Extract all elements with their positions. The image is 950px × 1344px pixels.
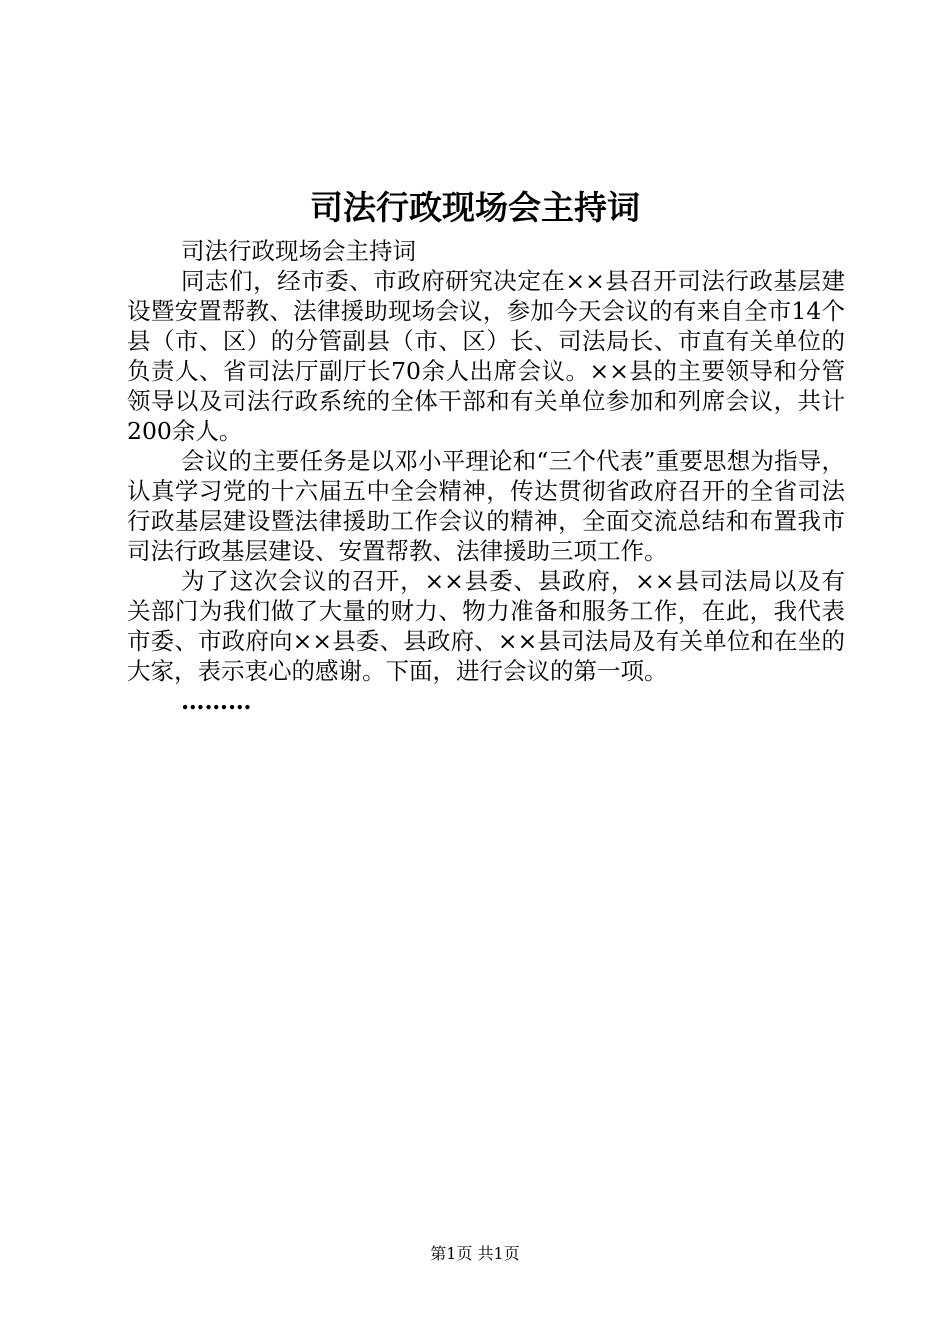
paragraph-subtitle: 司法行政现场会主持词: [181, 237, 416, 265]
paragraph-main-task: 会议的主要任务是以邓小平理论和“三个代表”重要思想为指导，认真学习党的十六届五中全会精神，传达贯彻省政府召开的全省司法行政基层建设暨法律援助工作会议的精神，全面交流总结和布置我市司法行政基层建设、安置帮教、法律援助三项工作。: [127, 447, 845, 565]
document-body: [127, 236, 845, 716]
document-title: 司法行政现场会主持词: [310, 188, 640, 227]
page-footer: 第1页 共1页: [430, 1244, 520, 1263]
paragraph-thanks: 为了这次会议的召开，××县委、县政府，××县司法局以及有关部门为我们做了大量的财力、物力准备和服务工作，在此，我代表市委、市政府向××县委、县政府、××县司法局及有关单位和在坐的大家，表示衷心的感谢。下面，进行会议的第一项。: [127, 567, 845, 685]
paragraph-opening: 同志们，经市委、市政府研究决定在××县召开司法行政基层建设暨安置帮教、法律援助现场会议，参加今天会议的有来自全市14个县（市、区）的分管副县（市、区）长、司法局长、市直有关单位的负责人、省司法厅副厅长70余人出席会议。××县的主要领导和分管领导以及司法行政系统的全体干部和有关单位参加和列席会议，共计200余人。: [127, 267, 845, 445]
paragraph-ellipsis: ………: [181, 687, 252, 715]
